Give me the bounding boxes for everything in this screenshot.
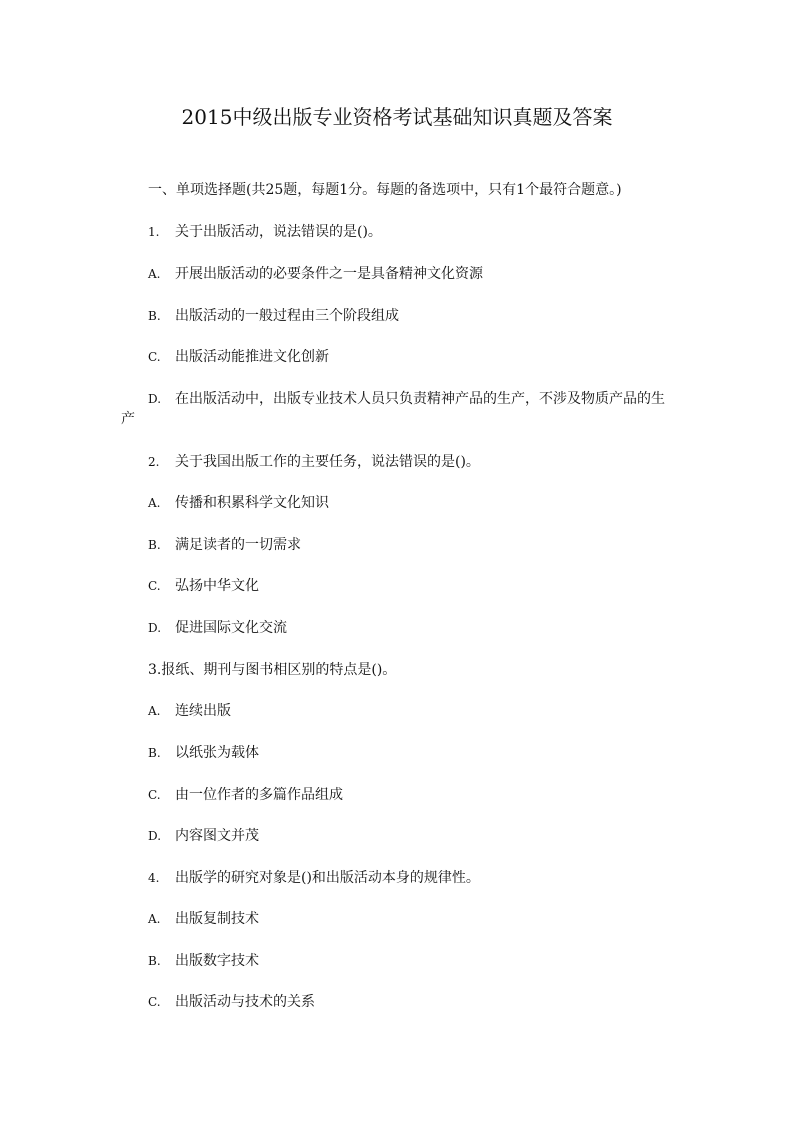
question-text: 关于出版活动，说法错误的是()。 [175,224,382,240]
option-text: 出版活动与技术的关系 [175,994,315,1010]
option-label: C. [148,995,161,1009]
option-3a [148,702,231,720]
option-3c [148,786,343,804]
option-label: B. [148,746,161,760]
question-number: 4. [148,871,160,885]
option-label: C. [148,788,161,802]
option-1c [148,348,329,366]
option-label: B. [148,538,161,552]
option-label: B. [148,309,161,323]
option-text: 促进国际文化交流 [175,620,287,636]
option-2c [148,577,259,595]
option-text: 出版数字技术 [175,953,259,969]
option-2d [148,619,287,637]
option-3d [148,827,259,845]
document-title: 2015中级出版专业资格考试基础知识真题及答案 [181,105,613,129]
option-text: 出版活动的一般过程由三个阶段组成 [175,308,399,324]
option-label: C. [148,350,161,364]
option-4b [148,952,259,970]
question-text: 关于我国出版工作的主要任务，说法错误的是()。 [175,454,480,470]
option-label: C. [148,579,161,593]
question-text: 出版学的研究对象是()和出版活动本身的规律性。 [175,870,480,886]
question-number: 1. [148,225,160,239]
option-4a [148,910,259,928]
option-label: B. [148,954,161,968]
option-text: 由一位作者的多篇作品组成 [175,787,343,803]
option-label: D. [148,392,162,406]
option-3b [148,744,259,762]
question-3 [148,661,396,679]
option-1d [148,390,665,408]
option-label: A. [148,496,161,510]
option-2a [148,494,329,512]
option-2b [148,536,301,554]
option-label: A. [148,704,161,718]
option-text: 弘扬中华文化 [175,578,259,594]
option-1d-continuation: 产 [121,411,135,427]
option-text: 传播和积累科学文化知识 [175,495,329,511]
option-text: 内容图文并茂 [175,828,259,844]
option-1b [148,307,399,325]
question-number: 2. [148,455,160,469]
question-number: 3. [148,662,162,678]
option-label: D. [148,621,162,635]
option-text: 以纸张为载体 [175,745,259,761]
option-4c [148,993,315,1011]
question-text: 报纸、期刊与图书相区别的特点是()。 [161,662,397,678]
option-text: 满足读者的一切需求 [175,537,301,553]
question-2 [148,453,480,471]
question-4 [148,869,480,887]
option-text: 开展出版活动的必要条件之一是具备精神文化资源 [175,266,483,282]
section-heading: 一、单项选择题(共25题，每题1分。每题的备选项中，只有1个最符合题意。) [148,182,622,198]
option-text: 出版活动能推进文化创新 [175,349,329,365]
option-1a [148,265,483,283]
option-label: A. [148,267,161,281]
option-label: D. [148,829,162,843]
option-label: A. [148,912,161,926]
option-text: 连续出版 [175,703,231,719]
question-1 [148,223,382,241]
option-text: 出版复制技术 [175,911,259,927]
option-text: 在出版活动中，出版专业技术人员只负责精神产品的生产，不涉及物质产品的生 [175,391,665,407]
